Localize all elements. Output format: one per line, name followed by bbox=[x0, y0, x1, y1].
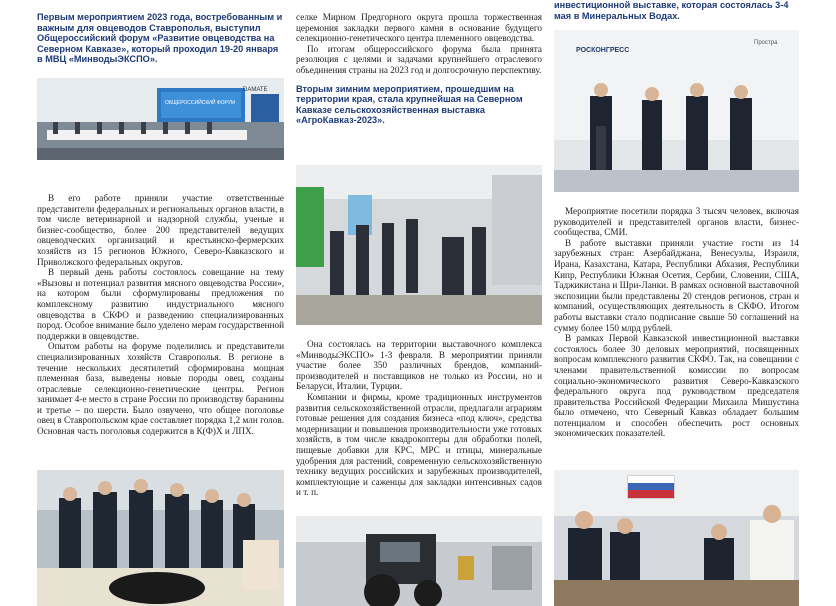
column-1 bbox=[37, 12, 284, 65]
column-3 bbox=[554, 0, 799, 21]
photo-tractor bbox=[296, 516, 542, 606]
col1-paragraph-1: В его работе приняли участие ответственные представители федеральных и региональных органов власти, в том числе ветеринарной и надзорной службы, ученые и бизнес-сообщество, более 200 представителей ведущих овцеводческих организаций и крестьянско-фермерских хозяйств из 15 регионов Южного, Северо-Кавказского и Приволжского федеральных округов. bbox=[37, 193, 284, 267]
column-1-body bbox=[37, 193, 284, 437]
col2-paragraph-1: селке Мирном Предгорного округа прошла торжественная церемония закладки первого камня в основание будущего селекционно-генетического центра племенного овцеводства. bbox=[296, 12, 542, 44]
col1-lead: Первым мероприятием 2023 года, востребованным и важным для овцеводов Ставрополья, выступил Общероссийский форум «Развитие овцеводства на Северном Кавказе», который проходил 19-20 января в МВЦ «МинводыЭКСПО». bbox=[37, 12, 283, 65]
col3-lead: инвестиционной выставке, которая состоялась 3-4 мая в Минеральных Водах. bbox=[554, 0, 789, 21]
col2-paragraph-4: Компании и фирмы, кроме традиционных инструментов развития сельскохозяйственной отрасли, предлагали аграриям готовые решения для создания бизнеса «под ключ», средства модернизации и повышения производительности уже готовых хозяйств, в том числе квадрокоптеры для обработки полей, пищевые добавки для КРС, МРС и птицы, минеральные удобрения для растений, современную сельскохозяйственную технику ведущих российских и зарубежных производителей, комплектующие и саженцы для закладки интенсивных садов и т. п. bbox=[296, 391, 542, 498]
col2-paragraph-3: Она состоялась на территории выставочного комплекса «МинводыЭКСПО» 1-3 февраля. В мероприятии приняли участие более 350 различных брендов, компаний-производителей и поставщиков не только из России, но и Беларуси, Италии, Турции. bbox=[296, 339, 542, 392]
col1-paragraph-2: В первый день работы состоялось совещание на тему «Вызовы и потенциал развития мясного овцеводства России», на котором были сформулированы предложения по комплексному развитию индустриального мясного овцеводства в СКФО и разведению специализированных пород. Особое внимание было уделено мерам государственной поддержки в овцеводстве. bbox=[37, 267, 284, 341]
stage-screen-text: ОБЩЕРОССИЙСКИЙ ФОРУМ bbox=[165, 100, 236, 106]
photo-exhibition-hall bbox=[296, 165, 542, 325]
photo-brand-text: РОСКОНГРЕСС bbox=[576, 47, 630, 54]
photo-officials-sheep bbox=[37, 470, 284, 606]
col2-paragraph-2: По итогам общероссийского форума была принята резолюция с целями и задачами крупнейшего отраслевого объединения страны на 2023 год и долгосрочную перспективу. bbox=[296, 43, 542, 75]
column-3-body bbox=[554, 206, 799, 439]
col3-paragraph-2: В работе выставки приняли участие гости из 14 зарубежных стран: Азербайджана, Венесуэлы, Израиля, Ирана, Казахстана, Катара, Республики Абхазия, Республики Кипр, Республики Южная Осетия, Сербии, Словении, США, Таджикистана и Шри-Ланки. В рамках основной выставочной экспозиции были представлены 20 стендов регионов, стран и компаний, осуществляющих деятельность в СКФО. Итогом работы выставки стало подписание свыше 50 соглашений на сумму более 150 млрд рублей. bbox=[554, 237, 799, 333]
photo-sign-text: Простра bbox=[754, 40, 778, 46]
col3-paragraph-3: В рамках Первой Кавказской инвестиционной выставки состоялось более 30 деловых мероприятий, посвященных вопросам комплексного развития СКФО. Так, на совещании с членами правительственной комиссии по вопросам социально-экономического развития Северо-Кавказского федерального округа под руководством председателя правительства Российской Федерации Михаила Мишустина было отмечено, что Северный Кавказ обладает большим потенциалом и способен обеспечить рост основных экономических показателей. bbox=[554, 333, 799, 439]
stage-brand-text: DAMATE bbox=[243, 87, 268, 93]
col1-paragraph-3: Опытом работы на форуме поделились и представители специализированных хозяйств Ставрополья. В регионе в течение нескольких десятилетий сформирована мощная племенная база, выведены новые породы овец, созданы отраслевые селекционно-генетические центры. Регион занимает 4-е место в стране России по производству баранины и третье – по шерсти. Было озвучено, что общее поголовье овец в Ставропольском крае составляет порядка 1,2 млн голов. Основная часть поголовья содержится в К(Ф)Х и ЛПХ. bbox=[37, 341, 284, 437]
column-2-body bbox=[296, 339, 542, 498]
photo-meeting-table bbox=[554, 470, 799, 606]
col3-paragraph-1: Мероприятие посетили порядка 3 тысяч человек, включая руководителей и представителей органов власти, бизнес-сообщества, СМИ. bbox=[554, 206, 799, 238]
col2-lead: Вторым зимним мероприятием, прошедшим на территории края, стала крупнейшая на Северном Кавказе сельскохозяйственная выставка «АгроКавказ-2023». bbox=[296, 83, 523, 126]
photo-roscongress-stage bbox=[554, 30, 799, 192]
column-2 bbox=[296, 12, 542, 126]
photo-forum-stage bbox=[37, 78, 284, 160]
